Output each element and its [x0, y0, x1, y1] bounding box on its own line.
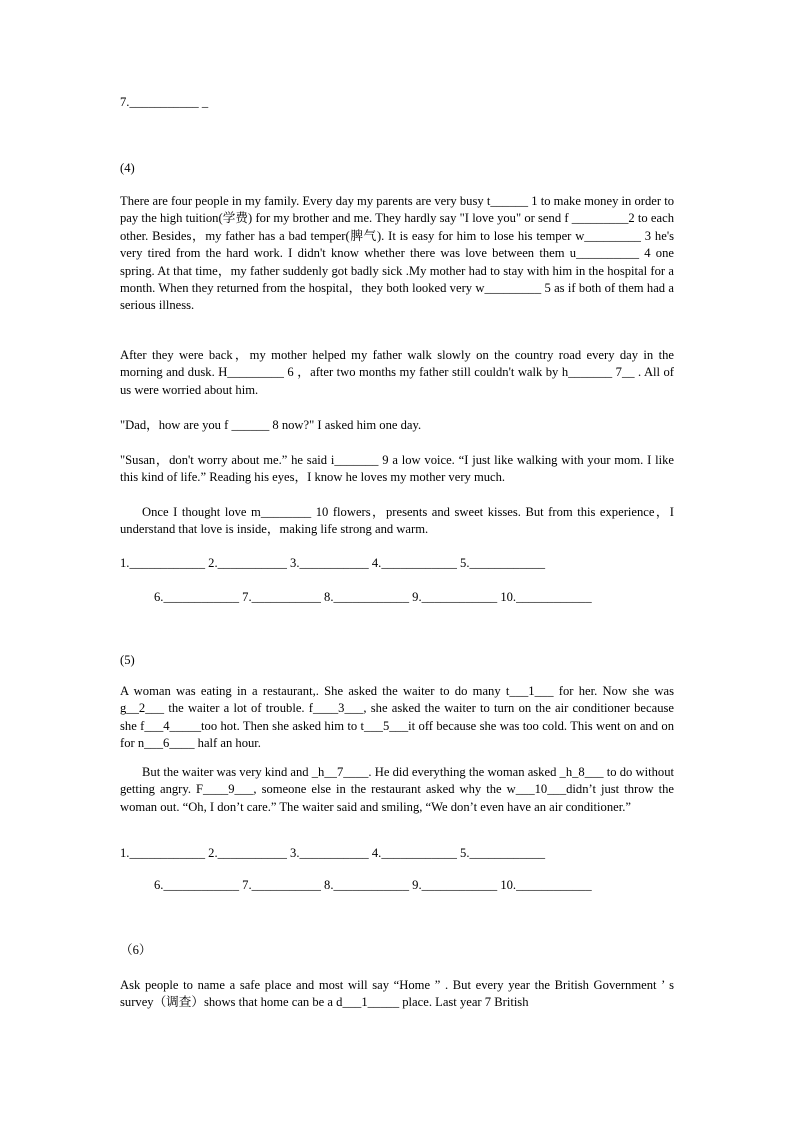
section-5-para-2	[120, 764, 674, 816]
paragraph: Ask people to name a safe place and most will say “Home ” . But every year the British Government ’ s survey（调查）shows that home can be a d___1_____ place. Last year 7 British	[120, 978, 674, 1010]
section-heading: (5)	[120, 653, 135, 667]
section-4-para-4	[120, 452, 674, 487]
section-5-answers-row-1: 1.____________ 2.___________ 3.___________ 4.____________ 5.____________	[120, 846, 546, 860]
paragraph: "Susan，don't worry about me.” he said i_______ 9 a low voice. “I just like walking with your mom. I like this kind of life.” Reading his eyes，I know he loves my mother very much.	[120, 453, 674, 485]
paragraph: Once I thought love m________ 10 flowers，presents and sweet kisses. But from this experience，I understand that love is inside，making life strong and warm.	[120, 505, 674, 537]
paragraph: But the waiter was very kind and _h__7____. He did everything the woman asked _h_8___ to do without getting angry. F____9___, someone else in the restaurant asked why the w___10___didn’t just throw the woman out. “Oh, I don’t care.” The waiter said and smiling, “We don’t even have an air conditioner.”	[120, 765, 674, 814]
section-4-answers-row-1: 1.____________ 2.___________ 3.___________ 4.____________ 5.____________	[120, 556, 546, 570]
section-4-para-3	[120, 417, 674, 434]
section-5-para-1	[120, 683, 674, 753]
section-4-para-1	[120, 193, 674, 315]
section-4-para-5	[120, 504, 674, 539]
paragraph: A woman was eating in a restaurant,. She asked the waiter to do many t___1___ for her. Now she was g__2___ the waiter a lot of trouble. f____3___, she asked the waiter to turn on the air conditioner because she f___4_____too hot. Then she asked him to t___5___it off because she was too cold. This went on and on for n___6____ half an hour.	[120, 684, 674, 751]
section-5-answers-row-2: 6.____________ 7.___________ 8.____________ 9.____________ 10.____________	[154, 878, 592, 892]
section-4-answers-row-2: 6.____________ 7.___________ 8.____________ 9.____________ 10.____________	[154, 590, 592, 604]
top-answer-line	[120, 94, 674, 111]
answer-line-7: 7.___________ _	[120, 95, 209, 109]
section-6-heading	[120, 942, 674, 959]
paragraph: "Dad，how are you f ______ 8 now?" I asked him one day.	[120, 418, 422, 432]
section-5-heading	[120, 652, 674, 669]
section-4-para-2	[120, 347, 674, 399]
section-6-para-1	[120, 977, 674, 1012]
section-4-heading	[120, 160, 674, 177]
section-heading: （6）	[120, 943, 152, 957]
paragraph: After they were back，my mother helped my father walk slowly on the country road every day in the morning and dusk. H_________ 6 ，after two months my father still couldn't walk by h_______ 7__ . All of us were worried about him.	[120, 348, 674, 397]
section-heading: (4)	[120, 161, 135, 175]
paragraph: There are four people in my family. Every day my parents are very busy t______ 1 to make money in order to pay the high tuition(学费) for my brother and me. They hardly say "I love you" or send f _________2 to each other. Besides，my father has a bad temper(脾气). It is easy for him to lose his temper w_________ 3 he's very tired from the hard work. I didn't know whether there was love between them u__________ 4 one spring. At that time，my father suddenly got badly sick .My mother had to stay with him in the hospital for a month. When they returned from the hospital，they both looked very w_________ 5 as if both of them had a serious illness.	[120, 194, 674, 313]
